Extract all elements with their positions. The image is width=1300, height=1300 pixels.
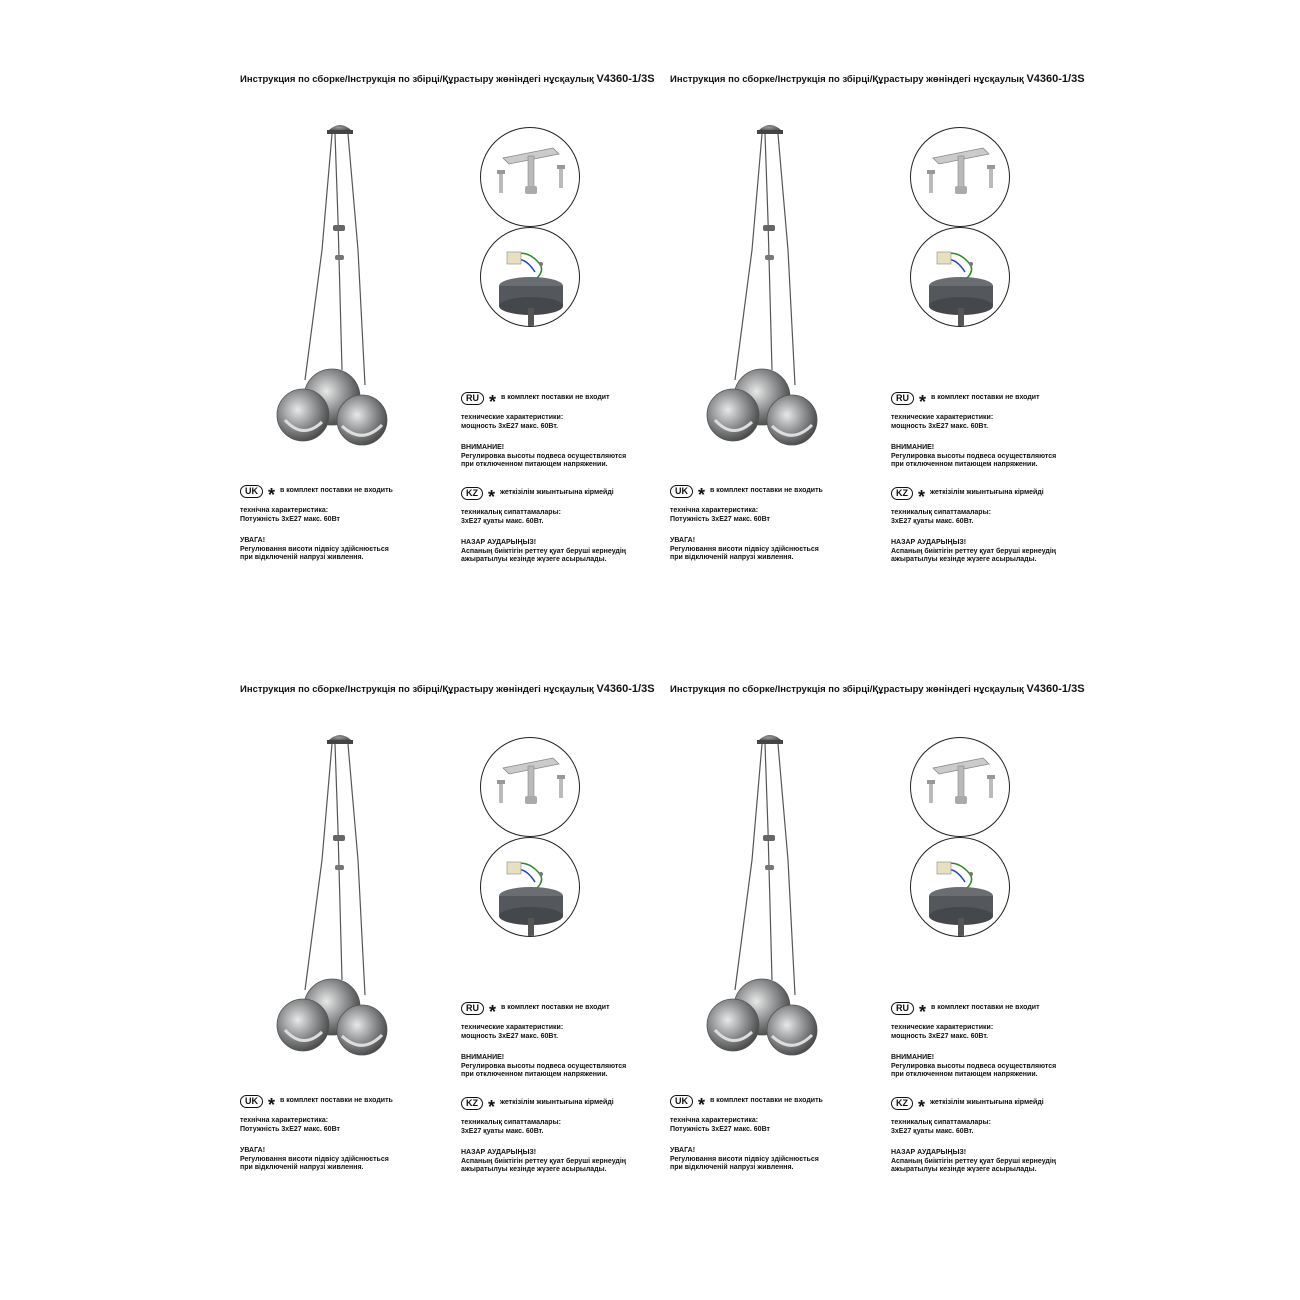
- kz-warn-line2: ажыратылуы кезінде жүзеге асырылады.: [891, 556, 1037, 563]
- ru-badge: RU: [461, 392, 484, 405]
- kz-badge: KZ: [891, 487, 913, 500]
- instruction-sheet-1: [660, 45, 1090, 605]
- ru-spec-title: технические характеристики:: [461, 414, 564, 421]
- kz-section: [891, 1097, 1056, 1175]
- ru-spec-value: мощность 3хЕ27 макс. 60Вт.: [891, 422, 989, 430]
- ru-section: [461, 392, 626, 470]
- uk-badge: UK: [240, 485, 263, 498]
- ru-spec-title: технические характеристики:: [461, 1024, 564, 1031]
- mounting-bracket-icon: [480, 127, 580, 227]
- asterisk-icon: *: [488, 1096, 496, 1117]
- kz-warn-line1: Аспаның биіктігін реттеу қуат беруші кернеудің: [891, 547, 1057, 555]
- asterisk-icon: *: [489, 1001, 497, 1022]
- uk-spec-title: технічна характеристика:: [670, 1117, 759, 1124]
- uk-warn-line1: Регулювання висоти підвісу здійснюється: [240, 1155, 389, 1163]
- uk-badge: UK: [670, 1095, 693, 1108]
- ru-warn-title: ВНИМАНИЕ!: [891, 1054, 935, 1061]
- uk-badge: UK: [240, 1095, 263, 1108]
- uk-warn-line2: при відключеній напрузі живлення.: [240, 1164, 364, 1171]
- uk-spec-value: Потужність 3хЕ27 макс. 60Вт: [670, 1125, 770, 1133]
- instruction-sheet-3: [660, 655, 1090, 1215]
- kz-badge: KZ: [461, 487, 483, 500]
- ru-note: в комплект поставки не входит: [501, 394, 610, 402]
- kz-warn-title: НАЗАР АУДАРЫҢЫЗ!: [891, 539, 967, 546]
- ru-section: [891, 392, 1056, 470]
- ru-section: [891, 1002, 1056, 1080]
- uk-spec-title: технічна характеристика:: [240, 507, 329, 514]
- kz-warn-line1: Аспаның биіктігін реттеу қуат беруші кернеудің: [891, 1157, 1057, 1165]
- uk-spec-value: Потужність 3хЕ27 макс. 60Вт: [670, 515, 770, 523]
- asterisk-icon: *: [698, 1094, 706, 1115]
- canopy-wiring-icon: [910, 837, 1010, 937]
- ru-warn-line1: Регулировка высоты подвеса осуществляются: [891, 1062, 1057, 1070]
- kz-warn-line2: ажыратылуы кезінде жүзеге асырылады.: [461, 556, 607, 563]
- ru-warn-line1: Регулировка высоты подвеса осуществляются: [461, 452, 627, 460]
- canopy-wiring-icon: [910, 227, 1010, 327]
- uk-spec-title: технічна характеристика:: [670, 507, 759, 514]
- ru-spec-value: мощность 3хЕ27 макс. 60Вт.: [461, 422, 559, 430]
- sheet-title: Инструкция по сборке/Інструкція по збірці/Құрастыру жөніндегі нұсқаулық V4360-1/3S: [240, 73, 655, 85]
- uk-spec-value: Потужність 3хЕ27 макс. 60Вт: [240, 1125, 340, 1133]
- ru-note: в комплект поставки не входит: [931, 1004, 1040, 1012]
- ru-spec-title: технические характеристики:: [891, 1024, 994, 1031]
- uk-warn-title: УВАГА!: [240, 1147, 266, 1154]
- kz-warn-line1: Аспаның биіктігін реттеу қуат беруші кернеудің: [461, 1157, 627, 1165]
- uk-warn-line1: Регулювання висоти підвісу здійснюється: [240, 545, 389, 553]
- uk-spec-title: технічна характеристика:: [240, 1117, 329, 1124]
- ru-warn-title: ВНИМАНИЕ!: [891, 444, 935, 451]
- ru-badge: RU: [891, 1002, 914, 1015]
- kz-warn-line2: ажыратылуы кезінде жүзеге асырылады.: [891, 1166, 1037, 1173]
- ru-warn-title: ВНИМАНИЕ!: [461, 1054, 505, 1061]
- kz-spec-title: техникалық сипаттамалары:: [461, 1119, 561, 1126]
- asterisk-icon: *: [919, 1001, 927, 1022]
- asterisk-icon: *: [919, 391, 927, 412]
- uk-section: [670, 485, 823, 563]
- mounting-bracket-icon: [910, 737, 1010, 837]
- ru-warn-title: ВНИМАНИЕ!: [461, 444, 505, 451]
- kz-spec-title: техникалық сипаттамалары:: [891, 1119, 991, 1126]
- asterisk-icon: *: [489, 391, 497, 412]
- kz-warn-line2: ажыратылуы кезінде жүзеге асырылады.: [461, 1166, 607, 1173]
- uk-badge: UK: [670, 485, 693, 498]
- uk-note: в комплект поставки не входить: [280, 1097, 393, 1105]
- kz-spec-value: 3хЕ27 қуаты макс. 60Вт.: [461, 1127, 544, 1135]
- kz-spec-title: техникалық сипаттамалары:: [891, 509, 991, 516]
- kz-section: [891, 487, 1056, 565]
- pendant-lamp-illustration: [270, 720, 410, 1080]
- ru-warn-line2: при отключенном питающем напряжении.: [891, 1071, 1038, 1078]
- kz-note: жеткізілім жиынтығына кірмейді: [930, 1099, 1044, 1107]
- uk-section: [670, 1095, 823, 1173]
- uk-section: [240, 1095, 393, 1173]
- kz-badge: KZ: [891, 1097, 913, 1110]
- kz-note: жеткізілім жиынтығына кірмейді: [500, 1099, 614, 1107]
- asterisk-icon: *: [918, 486, 926, 507]
- sheet-title: Инструкция по сборке/Інструкція по збірці/Құрастыру жөніндегі нұсқаулық V4360-1/3S: [670, 683, 1085, 695]
- ru-warn-line2: при отключенном питающем напряжении.: [461, 461, 608, 468]
- ru-note: в комплект поставки не входит: [931, 394, 1040, 402]
- uk-spec-value: Потужність 3хЕ27 макс. 60Вт: [240, 515, 340, 523]
- kz-spec-value: 3хЕ27 қуаты макс. 60Вт.: [891, 517, 974, 525]
- uk-warn-title: УВАГА!: [670, 537, 696, 544]
- uk-note: в комплект поставки не входить: [280, 487, 393, 495]
- ru-badge: RU: [891, 392, 914, 405]
- asterisk-icon: *: [268, 484, 276, 505]
- uk-note: в комплект поставки не входить: [710, 1097, 823, 1105]
- canopy-wiring-icon: [480, 227, 580, 327]
- asterisk-icon: *: [268, 1094, 276, 1115]
- uk-warn-title: УВАГА!: [670, 1147, 696, 1154]
- kz-section: [461, 487, 626, 565]
- kz-section: [461, 1097, 626, 1175]
- kz-warn-title: НАЗАР АУДАРЫҢЫЗ!: [461, 1149, 537, 1156]
- ru-warn-line1: Регулировка высоты подвеса осуществляются: [461, 1062, 627, 1070]
- ru-spec-value: мощность 3хЕ27 макс. 60Вт.: [461, 1032, 559, 1040]
- sheet-title: Инструкция по сборке/Інструкція по збірці/Құрастыру жөніндегі нұсқаулық V4360-1/3S: [670, 73, 1085, 85]
- ru-section: [461, 1002, 626, 1080]
- ru-note: в комплект поставки не входит: [501, 1004, 610, 1012]
- asterisk-icon: *: [698, 484, 706, 505]
- mounting-bracket-icon: [480, 737, 580, 837]
- kz-badge: KZ: [461, 1097, 483, 1110]
- ru-warn-line1: Регулировка высоты подвеса осуществляются: [891, 452, 1057, 460]
- kz-warn-line1: Аспаның биіктігін реттеу қуат беруші кернеудің: [461, 547, 627, 555]
- kz-note: жеткізілім жиынтығына кірмейді: [500, 489, 614, 497]
- uk-section: [240, 485, 393, 563]
- ru-spec-title: технические характеристики:: [891, 414, 994, 421]
- uk-note: в комплект поставки не входить: [710, 487, 823, 495]
- uk-warn-line1: Регулювання висоти підвісу здійснюється: [670, 1155, 819, 1163]
- uk-warn-line2: при відключеній напрузі живлення.: [240, 554, 364, 561]
- canopy-wiring-icon: [480, 837, 580, 937]
- ru-spec-value: мощность 3хЕ27 макс. 60Вт.: [891, 1032, 989, 1040]
- kz-spec-value: 3хЕ27 қуаты макс. 60Вт.: [461, 517, 544, 525]
- sheet-title: Инструкция по сборке/Інструкція по збірці/Құрастыру жөніндегі нұсқаулық V4360-1/3S: [240, 683, 655, 695]
- uk-warn-line2: при відключеній напрузі живлення.: [670, 554, 794, 561]
- ru-badge: RU: [461, 1002, 484, 1015]
- pendant-lamp-illustration: [700, 720, 840, 1080]
- asterisk-icon: *: [488, 486, 496, 507]
- uk-warn-line1: Регулювання висоти підвісу здійснюється: [670, 545, 819, 553]
- uk-warn-line2: при відключеній напрузі живлення.: [670, 1164, 794, 1171]
- kz-warn-title: НАЗАР АУДАРЫҢЫЗ!: [461, 539, 537, 546]
- instruction-sheet-2: [230, 655, 660, 1215]
- pendant-lamp-illustration: [270, 110, 410, 470]
- instruction-sheet-0: [230, 45, 660, 605]
- ru-warn-line2: при отключенном питающем напряжении.: [891, 461, 1038, 468]
- kz-note: жеткізілім жиынтығына кірмейді: [930, 489, 1044, 497]
- pendant-lamp-illustration: [700, 110, 840, 470]
- mounting-bracket-icon: [910, 127, 1010, 227]
- kz-warn-title: НАЗАР АУДАРЫҢЫЗ!: [891, 1149, 967, 1156]
- uk-warn-title: УВАГА!: [240, 537, 266, 544]
- ru-warn-line2: при отключенном питающем напряжении.: [461, 1071, 608, 1078]
- kz-spec-title: техникалық сипаттамалары:: [461, 509, 561, 516]
- kz-spec-value: 3хЕ27 қуаты макс. 60Вт.: [891, 1127, 974, 1135]
- asterisk-icon: *: [918, 1096, 926, 1117]
